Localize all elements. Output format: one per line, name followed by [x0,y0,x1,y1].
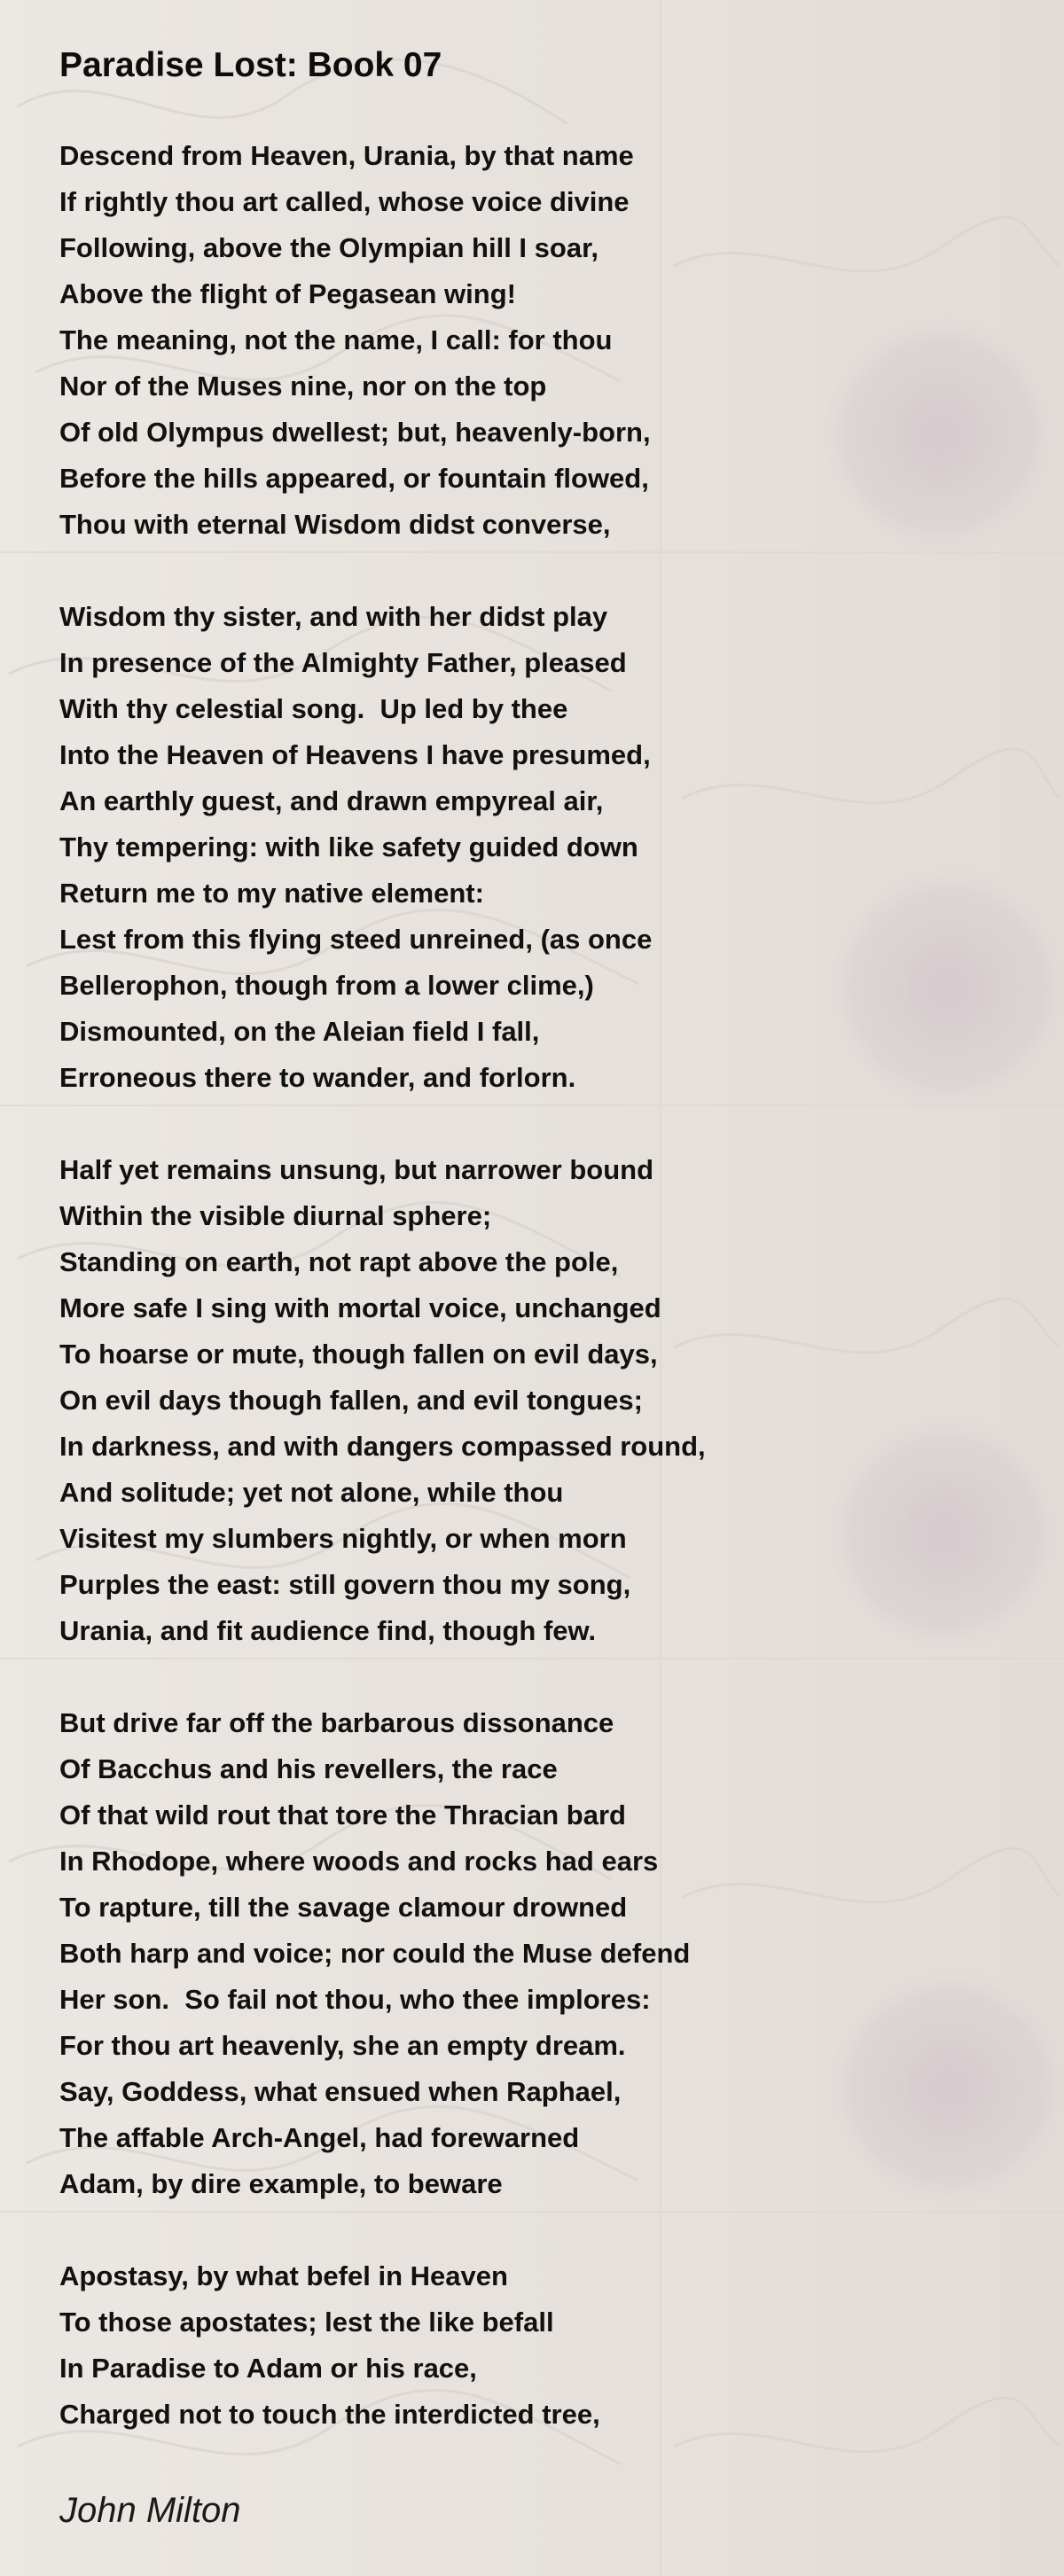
verse-line: Into the Heaven of Heavens I have presumed, [59,739,651,770]
verse-line: Adam, by dire example, to beware [59,2168,503,2199]
verse-line: Within the visible diurnal sphere; [59,1200,492,1231]
verse-line: With thy celestial song. Up led by thee [59,693,568,724]
verse-line: But drive far off the barbarous dissonance [59,1707,614,1738]
verse-line: Both harp and voice; nor could the Muse defend [59,1938,691,1969]
verse-line: Return me to my native element: [59,878,484,909]
verse-line: Bellerophon, though from a lower clime,) [59,970,594,1001]
verse-line: In Rhodope, where woods and rocks had ears [59,1846,659,1877]
verse-line: Following, above the Olympian hill I soar, [59,232,599,263]
stanza [59,133,1017,548]
stanza [59,594,1017,1101]
verse-line: The meaning, not the name, I call: for thou [59,324,613,355]
verse-line: Visitest my slumbers nightly, or when morn [59,1523,627,1554]
verse-line: In presence of the Almighty Father, pleased [59,647,627,678]
verse-line: Of Bacchus and his revellers, the race [59,1753,558,1784]
verse-line: Nor of the Muses nine, nor on the top [59,371,547,402]
verse-line: Apostasy, by what befel in Heaven [59,2260,508,2291]
verse-line: More safe I sing with mortal voice, unchanged [59,1292,661,1323]
stanza [59,1700,1017,2207]
poem-author: John Milton [59,2491,241,2530]
verse-line: For thou art heavenly, she an empty dream. [59,2030,626,2061]
verse-line: In Paradise to Adam or his race, [59,2353,477,2384]
stanza [59,1147,1017,1654]
poem-title: Paradise Lost: Book 07 [59,46,442,84]
verse-line: Lest from this flying steed unreined, (as once [59,924,653,955]
verse-line: If rightly thou art called, whose voice divine [59,186,630,217]
verse-line: To rapture, till the savage clamour drowned [59,1892,628,1923]
verse-line: Of old Olympus dwellest; but, heavenly-born, [59,417,651,448]
verse-line: Of that wild rout that tore the Thracian bard [59,1799,626,1831]
verse-line: On evil days though fallen, and evil tongues; [59,1385,643,1416]
verse-line: An earthly guest, and drawn empyreal air, [59,785,604,816]
verse-line: Before the hills appeared, or fountain flowed, [59,463,649,494]
verse-line: Erroneous there to wander, and forlorn. [59,1062,576,1093]
verse-line: Her son. So fail not thou, who thee implores: [59,1984,651,2015]
verse-line: Urania, and fit audience find, though few. [59,1615,597,1646]
verse-line: Wisdom thy sister, and with her didst play [59,601,608,632]
verse-line: To hoarse or mute, though fallen on evil days, [59,1339,658,1370]
verse-line: Descend from Heaven, Urania, by that name [59,140,634,171]
verse-line: And solitude; yet not alone, while thou [59,1477,564,1508]
verse-line: Say, Goddess, what ensued when Raphael, [59,2076,622,2107]
verse-line: Dismounted, on the Aleian field I fall, [59,1016,540,1047]
verse-line: Standing on earth, not rapt above the pole, [59,1246,619,1277]
verse-line: Thou with eternal Wisdom didst converse, [59,509,611,540]
verse-line: The affable Arch-Angel, had forewarned [59,2122,580,2153]
verse-line: To those apostates; lest the like befall [59,2307,554,2338]
verse-line: Half yet remains unsung, but narrower bound [59,1154,654,1185]
verse-line: Above the flight of Pegasean wing! [59,278,516,309]
verse-line: Purples the east: still govern thou my song, [59,1569,631,1600]
verse-line: Thy tempering: with like safety guided down [59,831,638,863]
verse-line: In darkness, and with dangers compassed round, [59,1431,706,1462]
poem-body [59,133,1017,2484]
stanza [59,2253,1017,2438]
verse-line: Charged not to touch the interdicted tree, [59,2399,600,2430]
